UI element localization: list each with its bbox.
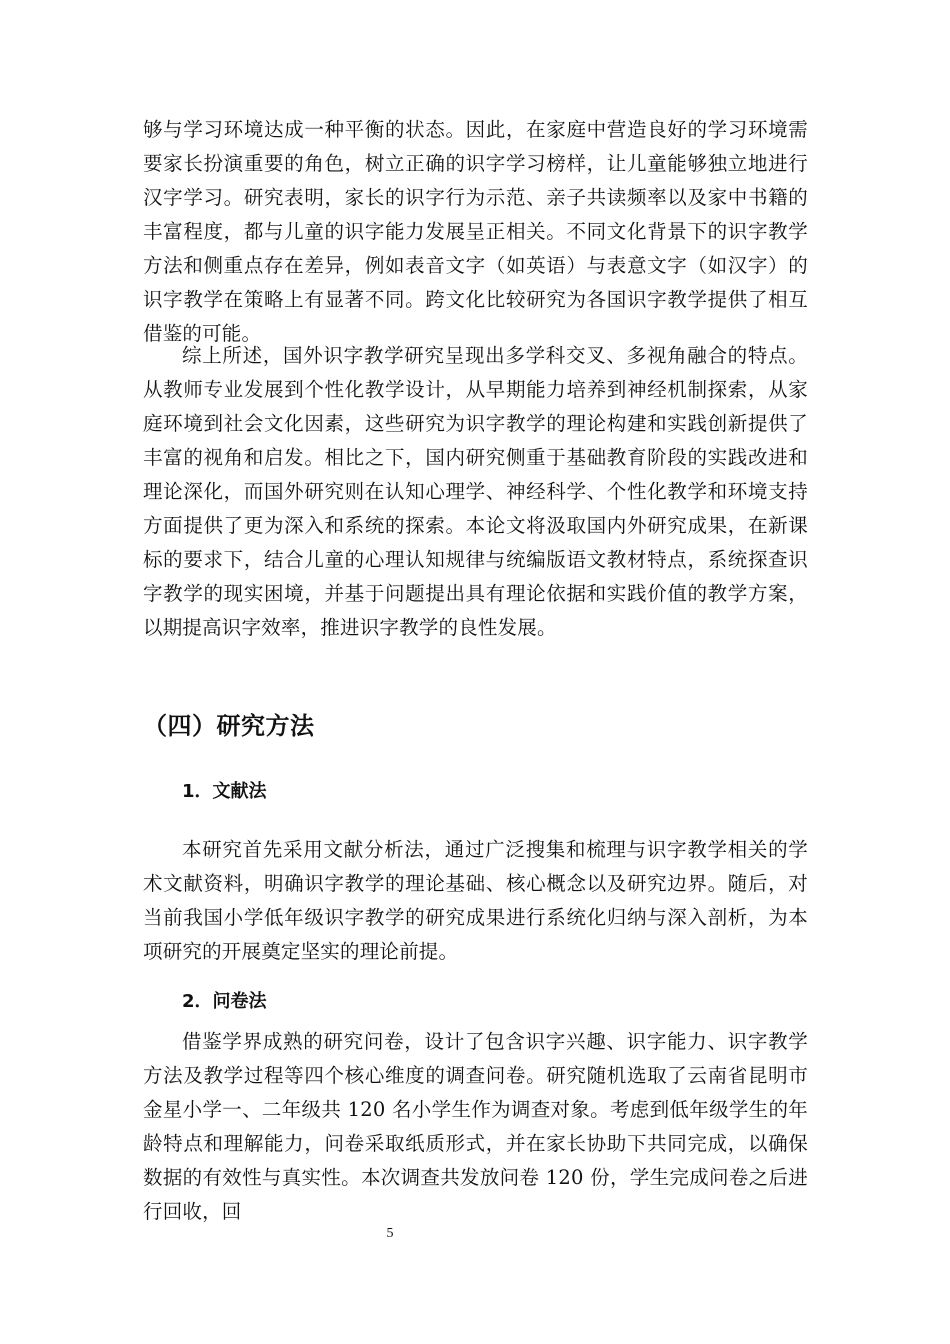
body-paragraph: 够与学习环境达成一种平衡的状态。因此，在家庭中营造良好的学习环境需要家长扮演重要的角色，树立正确的识字学习榜样，让儿童能够独立地进行汉字学习。研究表明，家长的识字行为示范、亲子共读频率以及家中书籍的丰富程度，都与儿童的识字能力发展呈正相关。不同文化背景下的识字教学方法和侧重点存在差异，例如表音文字（如英语）与表意文字（如汉字）的识字教学在策略上有显著不同。跨文化比较研究为各国识字教学提供了相互借鉴的可能。 bbox=[143, 118, 808, 345]
body-paragraph: 综上所述，国外识字教学研究呈现出多学科交叉、多视角融合的特点。从教师专业发展到个性化教学设计，从早期能力培养到神经机制探索，从家庭环境到社会文化因素，这些研究为识字教学的理论构建和实践创新提供了丰富的视角和启发。相比之下，国内研究侧重于基础教育阶段的实践改进和理论深化，而国外研究则在认知心理学、神经科学、个性化教学和环境支持方面提供了更为深入和系统的探索。本论文将汲取国内外研究成果，在新课标的要求下，结合儿童的心理认知规律与统编版语文教材特点，系统探查识字教学的现实困境，并基于问题提出具有理论依据和实践价值的教学方案，以期提高识字效率，推进识字教学的良性发展。 bbox=[143, 344, 808, 639]
section-heading: （四）研究方法 bbox=[143, 712, 315, 740]
subsection-heading: 1．文献法 bbox=[182, 781, 267, 802]
page-number: 5 bbox=[386, 1226, 394, 1241]
body-paragraph: 本研究首先采用文献分析法，通过广泛搜集和梳理与识字教学相关的学术文献资料，明确识字教学的理论基础、核心概念以及研究边界。随后，对当前我国小学低年级识字教学的研究成果进行系统化归纳与深入剖析，为本项研究的开展奠定坚实的理论前提。 bbox=[143, 838, 808, 963]
body-paragraph: 借鉴学界成熟的研究问卷，设计了包含识字兴趣、识字能力、识字教学方法及教学过程等四个核心维度的调查问卷。研究随机选取了云南省昆明市金星小学一、二年级共 120 名小学生作为调查对象。考虑到低年级学生的年龄特点和理解能力，问卷采取纸质形式，并在家长协助下共同完成，以确保数据的有效性与真实性。本次调查共发放问卷 120 份，学生完成问卷之后进行回收，回 bbox=[143, 1030, 808, 1223]
subsection-heading: 2．问卷法 bbox=[182, 991, 267, 1012]
